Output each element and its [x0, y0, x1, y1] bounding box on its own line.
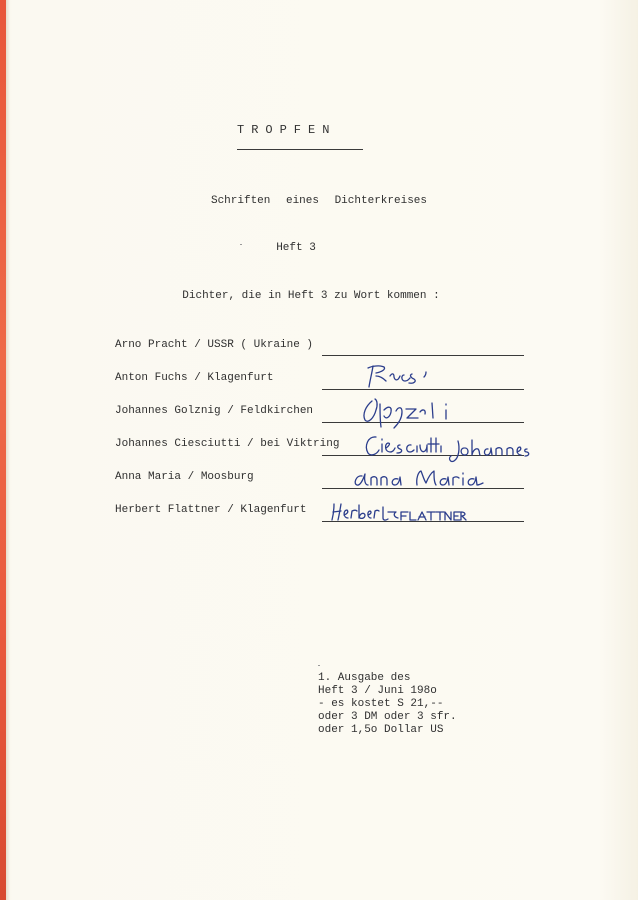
dash-mark: [318, 665, 320, 666]
publication-line-2: Heft 3 / Juni 198o: [318, 685, 437, 697]
signature-golznig: [364, 399, 446, 428]
signature-anna-maria: [355, 471, 483, 485]
poet-name-4: Anna Maria / Moosburg: [115, 471, 254, 483]
poet-name-5: Herbert Flattner / Klagenfurt: [115, 504, 307, 516]
issue-label: Heft 3: [276, 242, 316, 254]
publication-line-1: 1. Ausgabe des: [318, 672, 411, 684]
publication-line-3: - es kostet S 21,--: [318, 698, 444, 710]
signature-fuchs: [368, 366, 426, 387]
intro-text: Dichter, die in Heft 3 zu Wort kommen :: [182, 290, 440, 302]
publication-line-4: oder 3 DM oder 3 sfr.: [318, 711, 457, 723]
signature-flattner: [332, 504, 466, 520]
document-title: TROPFEN: [237, 123, 337, 137]
signature-ciesciutti: [366, 437, 528, 462]
subtitle: Schriften eines Dichterkreises: [210, 195, 428, 207]
publication-line-5: oder 1,5o Dollar US: [318, 724, 444, 736]
poet-name-0: Arno Pracht / USSR ( Ukraine ): [115, 339, 314, 351]
poet-name-3: Johannes Ciesciutti / bei Viktring: [115, 438, 340, 450]
poet-name-1: Anton Fuchs / Klagenfurt: [115, 372, 274, 384]
poet-name-2: Johannes Golznig / Feldkirchen: [115, 405, 314, 417]
